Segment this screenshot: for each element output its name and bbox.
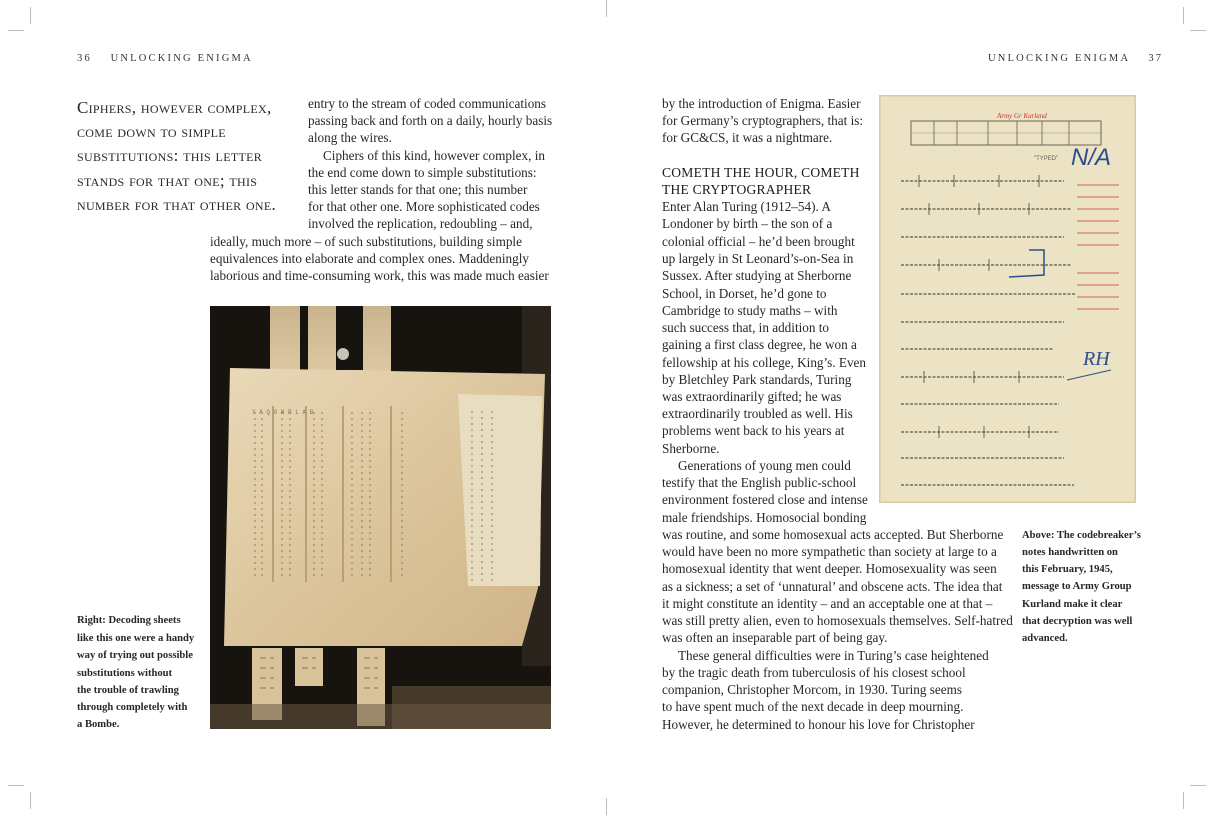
svg-text:Army Gr Kurland: Army Gr Kurland — [997, 112, 1047, 120]
crop-mark-top-right-vertical — [1183, 7, 1184, 24]
caption-line: message to Army Group — [1022, 581, 1132, 592]
body-line: this letter stands for that one; this number — [308, 182, 528, 197]
body-line: for that other one. More sophisticated codes — [308, 199, 540, 214]
body-line: equivalences into elaborate and complex ones. Maddeningly — [210, 251, 529, 266]
body-line: However, he determined to honour his love for Christopher — [662, 717, 975, 732]
caption-line: through completely with — [77, 702, 188, 713]
body-line: as a sickness; a set of ‘unnatural’ and obscene acts. The idea that — [662, 579, 1003, 594]
svg-text:"TYPED": "TYPED" — [1034, 156, 1059, 162]
crop-mark-bottom-left-vertical — [30, 792, 31, 809]
body-line: to have spent much of the next decade in deep mourning. — [662, 699, 964, 714]
left-running-head — [77, 53, 253, 64]
body-line: Londoner by birth – the son of a — [662, 216, 833, 231]
codebreaker-notes-document — [879, 95, 1136, 503]
body-line: environment fostered close and intense — [662, 492, 868, 507]
body-line: by the tragic death from tuberculosis of his closest school — [662, 665, 966, 680]
body-line: Sherborne. — [662, 441, 720, 456]
body-line: gaining a first class degree, he won a — [662, 337, 857, 352]
body-line: homosexual identity that went deeper. Homosexuality was seen — [662, 561, 997, 576]
svg-text:RH: RH — [1083, 348, 1110, 370]
caption-line: way of trying out possible — [77, 650, 193, 661]
body-line: laborious and time-consuming work, this was made much easier — [210, 268, 549, 283]
crop-mark-bottom-right-vertical — [1183, 792, 1184, 809]
body-line: along the wires. — [308, 130, 392, 145]
body-line: was routine, and some homosexual acts accepted. But Sherborne — [662, 527, 1004, 542]
left-running-title: UNLOCKING ENIGMA — [110, 53, 253, 64]
crop-mark-bottom-right-horizontal — [1190, 785, 1206, 786]
pull-quote — [77, 96, 292, 217]
body-line: fellowship at his college, King’s. Even — [662, 355, 866, 370]
right-page-number: 37 — [1148, 53, 1164, 64]
body-line: problems went back to his years at — [662, 423, 845, 438]
pull-quote-line: substitutions: this letter — [77, 146, 263, 166]
section-heading-line: COMETH THE HOUR, COMETH — [662, 165, 860, 180]
body-line: These general difficulties were in Turing’s case heightened — [678, 648, 989, 663]
body-line: for Germany’s cryptographers, that is: — [662, 113, 864, 128]
body-line: Sussex. After studying at Sherborne — [662, 268, 852, 283]
body-line: Generations of young men could — [678, 458, 851, 473]
svg-text:N/A: N/A — [1071, 144, 1112, 171]
body-line: Ciphers of this kind, however complex, in — [323, 148, 545, 163]
body-line: by Bletchley Park standards, Turing — [662, 372, 852, 387]
decoding-sheets-illustration — [210, 306, 551, 729]
pull-quote-line: stands for that one; this — [77, 170, 258, 190]
body-line: testify that the English public-school — [662, 475, 857, 490]
body-line: passing back and forth on a daily, hourly basis — [308, 113, 553, 128]
caption-line: that decryption was well — [1022, 616, 1133, 627]
left-page-number: 36 — [77, 53, 92, 64]
body-line: ideally, much more – of such substitutions, building simple — [210, 234, 522, 249]
body-line: for GC&CS, it was a nightmare. — [662, 130, 833, 145]
decoding-sheets-photo — [210, 306, 551, 729]
pull-quote-line: number for that other one. — [77, 194, 277, 214]
svg-text:Y A Q O N R L A B: Y A Q O N R L A B — [252, 409, 314, 416]
body-line: up largely in St Leonard’s-on-Sea in — [662, 251, 854, 266]
body-line: would have been no more sympathetic than society at large to a — [662, 544, 997, 559]
pull-quote-line: Ciphers, however complex, — [77, 98, 272, 117]
crop-mark-top-right-horizontal — [1190, 30, 1206, 31]
body-line: entry to the stream of coded communications — [308, 96, 547, 111]
body-line: involved the replication, redoubling – and, — [308, 216, 533, 231]
body-line: was still pretty alien, even to homosexuals themselves. Self-hatred — [662, 613, 1013, 628]
body-line: it might constitute an identity – and an acceptable one at that – — [662, 596, 993, 611]
caption-line: like this one were a handy — [77, 633, 195, 644]
pull-quote-line: come down to simple — [77, 122, 226, 142]
body-line: by the introduction of Enigma. Easier — [662, 96, 861, 111]
right-running-head — [988, 53, 1163, 64]
body-line: companion, Christopher Morcom, in 1930. Turing seems — [662, 682, 963, 697]
section-heading-line: THE CRYPTOGRAPHER — [662, 182, 812, 197]
body-line: Cambridge to study maths – with — [662, 303, 838, 318]
body-line: was often an inseparable part of being gay. — [662, 630, 888, 645]
caption-line: advanced. — [1022, 633, 1068, 644]
body-line: School, in Dorset, he’d gone to — [662, 286, 827, 301]
body-line: colonial official – he’d been brought — [662, 234, 855, 249]
crop-mark-bottom-center — [606, 798, 607, 815]
caption-line: Above: The codebreaker’s — [1022, 530, 1141, 541]
caption-line: the trouble of trawling — [77, 685, 179, 696]
caption-line: this February, 1945, — [1022, 564, 1113, 575]
caption-line: Right: Decoding sheets — [77, 615, 181, 626]
crop-mark-bottom-left-horizontal — [8, 785, 24, 786]
caption-line: substitutions without — [77, 668, 173, 679]
body-line: extraordinarily troubled as well. His — [662, 406, 853, 421]
body-line: male friendships. Homosocial bonding — [662, 510, 867, 525]
caption-line: Kurland make it clear — [1022, 599, 1123, 610]
body-line: Enter Alan Turing (1912–54). A — [662, 199, 831, 214]
caption-line: notes handwritten on — [1022, 547, 1118, 558]
document-illustration — [879, 95, 1136, 503]
caption-line: a Bombe. — [77, 719, 120, 730]
crop-mark-top-left-vertical — [30, 7, 31, 24]
body-line: such success that, in addition to — [662, 320, 830, 335]
right-running-title: UNLOCKING ENIGMA — [988, 53, 1130, 64]
crop-mark-top-center — [606, 0, 607, 17]
body-line: the end come down to simple substitutions: — [308, 165, 537, 180]
body-line: was extraordinarily gifted; he was — [662, 389, 842, 404]
crop-mark-top-left-horizontal — [8, 30, 24, 31]
